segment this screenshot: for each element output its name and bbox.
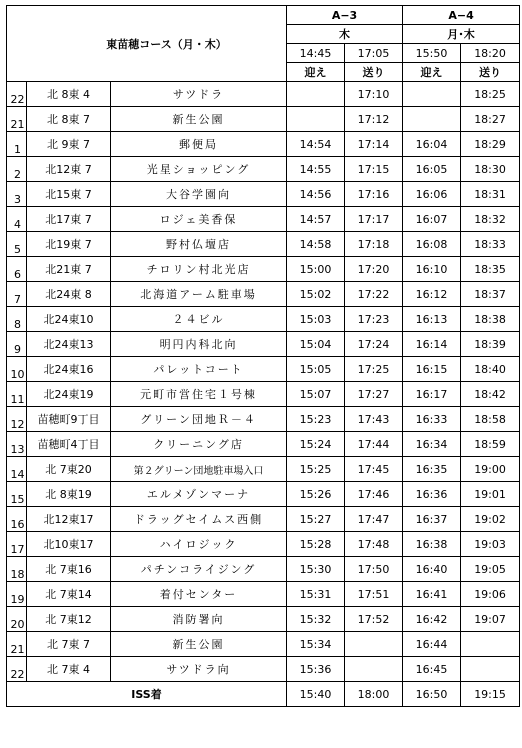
stop-name: 光星ショッピング	[111, 157, 287, 182]
table-row	[7, 432, 520, 457]
arrival-time: 19:15	[461, 682, 520, 707]
stop-number: 12	[7, 407, 27, 432]
stop-time	[461, 657, 520, 682]
stop-time: 19:06	[461, 582, 520, 607]
stop-time: 18:39	[461, 332, 520, 357]
stop-address: 北 7東 4	[27, 657, 111, 682]
stop-address: 北10東17	[27, 532, 111, 557]
stop-address: 北12東17	[27, 507, 111, 532]
table-row	[7, 407, 520, 432]
pickup-label: 迎え	[287, 63, 345, 82]
stop-number: 6	[7, 257, 27, 282]
arrival-row	[7, 682, 520, 707]
table-row	[7, 657, 520, 682]
stop-time: 16:12	[403, 282, 461, 307]
stop-number: 17	[7, 532, 27, 557]
stop-name: ２４ビル	[111, 307, 287, 332]
stop-name: 北海道アーム駐車場	[111, 282, 287, 307]
stop-time: 18:31	[461, 182, 520, 207]
stop-time: 16:10	[403, 257, 461, 282]
stop-address: 北 7東20	[27, 457, 111, 482]
stop-time: 17:22	[345, 282, 403, 307]
stop-time: 17:12	[345, 107, 403, 132]
stop-time	[345, 632, 403, 657]
stop-name: ロジェ美香保	[111, 207, 287, 232]
stop-time: 19:03	[461, 532, 520, 557]
stop-time: 17:44	[345, 432, 403, 457]
stop-time: 17:45	[345, 457, 403, 482]
table-row	[7, 157, 520, 182]
stop-time: 17:51	[345, 582, 403, 607]
stop-address: 北24東19	[27, 382, 111, 407]
stop-time	[287, 82, 345, 107]
stop-number: 15	[7, 482, 27, 507]
stop-address: 苗穂町9丁目	[27, 407, 111, 432]
stop-time: 17:25	[345, 357, 403, 382]
stop-number: 1	[7, 132, 27, 157]
stop-name: 新生公園	[111, 107, 287, 132]
stop-time	[403, 107, 461, 132]
stop-name: 大谷学園向	[111, 182, 287, 207]
stop-number: 8	[7, 307, 27, 332]
table-row	[7, 257, 520, 282]
table-row	[7, 182, 520, 207]
dropoff-label: 送り	[345, 63, 403, 82]
stop-name: 着付センター	[111, 582, 287, 607]
stop-time: 17:24	[345, 332, 403, 357]
stop-time: 17:16	[345, 182, 403, 207]
stop-time: 14:58	[287, 232, 345, 257]
route-day-a3: 木	[287, 25, 403, 44]
table-row	[7, 532, 520, 557]
stop-time: 18:33	[461, 232, 520, 257]
stop-time: 18:37	[461, 282, 520, 307]
stop-number: 10	[7, 357, 27, 382]
stop-name: グリーン団地Ｒ－４	[111, 407, 287, 432]
table-row	[7, 457, 520, 482]
stop-time: 17:48	[345, 532, 403, 557]
route-start-time: 17:05	[345, 44, 403, 63]
stop-time: 15:25	[287, 457, 345, 482]
stop-number: 13	[7, 432, 27, 457]
stop-name: 第２グリーン団地駐車場入口	[111, 457, 287, 482]
stop-number: 11	[7, 382, 27, 407]
stop-time: 16:38	[403, 532, 461, 557]
route-start-time: 15:50	[403, 44, 461, 63]
stop-time: 16:17	[403, 382, 461, 407]
arrival-time: 18:00	[345, 682, 403, 707]
stop-time: 16:08	[403, 232, 461, 257]
stop-time: 14:55	[287, 157, 345, 182]
stop-address: 苗穂町4丁目	[27, 432, 111, 457]
stop-address: 北12東 7	[27, 157, 111, 182]
stop-address: 北17東 7	[27, 207, 111, 232]
stop-time: 17:43	[345, 407, 403, 432]
stop-name: クリーニング店	[111, 432, 287, 457]
stop-name: 新生公園	[111, 632, 287, 657]
schedule-body	[7, 6, 520, 707]
arrival-label: ISS着	[7, 682, 287, 707]
stop-time: 16:35	[403, 457, 461, 482]
stop-number: 20	[7, 607, 27, 632]
stop-time: 15:28	[287, 532, 345, 557]
stop-time: 15:00	[287, 257, 345, 282]
table-row	[7, 332, 520, 357]
stop-time: 16:34	[403, 432, 461, 457]
stop-number: 21	[7, 107, 27, 132]
stop-time: 17:52	[345, 607, 403, 632]
stop-time: 16:41	[403, 582, 461, 607]
stop-time: 17:46	[345, 482, 403, 507]
stop-time: 19:07	[461, 607, 520, 632]
stop-name: 消防署向	[111, 607, 287, 632]
stop-number: 19	[7, 582, 27, 607]
stop-time: 17:17	[345, 207, 403, 232]
stop-time: 15:32	[287, 607, 345, 632]
stop-name: ハイロジック	[111, 532, 287, 557]
stop-time: 15:30	[287, 557, 345, 582]
stop-address: 北 8東 7	[27, 107, 111, 132]
stop-address: 北 8東 4	[27, 82, 111, 107]
stop-time: 18:25	[461, 82, 520, 107]
stop-name: エルメゾンマーナ	[111, 482, 287, 507]
stop-address: 北 7東14	[27, 582, 111, 607]
stop-name: サツドラ	[111, 82, 287, 107]
stop-name: 郵便局	[111, 132, 287, 157]
stop-address: 北21東 7	[27, 257, 111, 282]
stop-number: 5	[7, 232, 27, 257]
table-row	[7, 482, 520, 507]
route-start-time: 18:20	[461, 44, 520, 63]
stop-time: 18:35	[461, 257, 520, 282]
stop-time: 16:06	[403, 182, 461, 207]
stop-time: 14:57	[287, 207, 345, 232]
stop-number: 4	[7, 207, 27, 232]
stop-time: 16:13	[403, 307, 461, 332]
stop-time: 16:36	[403, 482, 461, 507]
table-row	[7, 207, 520, 232]
table-row	[7, 582, 520, 607]
stop-time: 18:32	[461, 207, 520, 232]
table-row	[7, 632, 520, 657]
page-title: 東苗穂コース（月・木）	[7, 6, 287, 82]
route-name-a4: A−4	[403, 6, 520, 25]
stop-time: 15:31	[287, 582, 345, 607]
table-row	[7, 282, 520, 307]
stop-time: 15:03	[287, 307, 345, 332]
stop-number: 18	[7, 557, 27, 582]
stop-address: 北 7東16	[27, 557, 111, 582]
stop-number: 22	[7, 82, 27, 107]
table-row	[7, 607, 520, 632]
stop-time: 16:33	[403, 407, 461, 432]
table-row	[7, 132, 520, 157]
stop-time	[345, 657, 403, 682]
stop-time: 18:40	[461, 357, 520, 382]
stop-time: 16:05	[403, 157, 461, 182]
table-row	[7, 357, 520, 382]
stop-time: 17:18	[345, 232, 403, 257]
stop-time: 15:04	[287, 332, 345, 357]
stop-time: 17:10	[345, 82, 403, 107]
stop-time: 16:07	[403, 207, 461, 232]
stop-name: 野村仏壇店	[111, 232, 287, 257]
stop-number: 7	[7, 282, 27, 307]
stop-time: 15:27	[287, 507, 345, 532]
stop-address: 北24東 8	[27, 282, 111, 307]
stop-address: 北 7東 7	[27, 632, 111, 657]
stop-time: 17:15	[345, 157, 403, 182]
stop-time: 16:14	[403, 332, 461, 357]
stop-time: 15:05	[287, 357, 345, 382]
stop-number: 9	[7, 332, 27, 357]
stop-address: 北 7東12	[27, 607, 111, 632]
stop-time: 18:38	[461, 307, 520, 332]
stop-time: 16:04	[403, 132, 461, 157]
stop-time	[287, 107, 345, 132]
stop-time	[403, 82, 461, 107]
stop-time: 18:27	[461, 107, 520, 132]
table-row	[7, 82, 520, 107]
stop-time: 15:07	[287, 382, 345, 407]
stop-time: 16:42	[403, 607, 461, 632]
stop-time: 19:01	[461, 482, 520, 507]
schedule-table	[6, 5, 520, 707]
stop-time: 18:42	[461, 382, 520, 407]
stop-time: 16:45	[403, 657, 461, 682]
pickup-label: 迎え	[403, 63, 461, 82]
table-row	[7, 382, 520, 407]
stop-time: 16:37	[403, 507, 461, 532]
stop-time	[461, 632, 520, 657]
dropoff-label: 送り	[461, 63, 520, 82]
stop-time: 15:34	[287, 632, 345, 657]
table-row	[7, 107, 520, 132]
table-row	[7, 507, 520, 532]
stop-time: 15:24	[287, 432, 345, 457]
stop-time: 16:44	[403, 632, 461, 657]
stop-time: 16:15	[403, 357, 461, 382]
stop-name: 元町市営住宅１号棟	[111, 382, 287, 407]
stop-time: 19:00	[461, 457, 520, 482]
table-row	[7, 232, 520, 257]
stop-address: 北 9東 7	[27, 132, 111, 157]
route-start-time: 14:45	[287, 44, 345, 63]
stop-number: 3	[7, 182, 27, 207]
stop-time: 14:56	[287, 182, 345, 207]
stop-time: 17:50	[345, 557, 403, 582]
stop-time: 15:23	[287, 407, 345, 432]
stop-time: 17:20	[345, 257, 403, 282]
stop-number: 21	[7, 632, 27, 657]
stop-name: 明円内科北向	[111, 332, 287, 357]
stop-time: 15:36	[287, 657, 345, 682]
stop-time: 18:58	[461, 407, 520, 432]
stop-address: 北24東13	[27, 332, 111, 357]
route-day-a4: 月･木	[403, 25, 520, 44]
stop-time: 19:02	[461, 507, 520, 532]
stop-time: 15:26	[287, 482, 345, 507]
stop-time: 18:59	[461, 432, 520, 457]
stop-name: サツドラ向	[111, 657, 287, 682]
stop-name: パレットコート	[111, 357, 287, 382]
stop-time: 15:02	[287, 282, 345, 307]
stop-name: ドラッグセイムス西側	[111, 507, 287, 532]
stop-name: パチンコライジング	[111, 557, 287, 582]
stop-address: 北24東16	[27, 357, 111, 382]
stop-name: チロリン村北光店	[111, 257, 287, 282]
stop-address: 北24東10	[27, 307, 111, 332]
arrival-time: 15:40	[287, 682, 345, 707]
arrival-time: 16:50	[403, 682, 461, 707]
stop-time: 17:27	[345, 382, 403, 407]
stop-address: 北15東 7	[27, 182, 111, 207]
stop-address: 北19東 7	[27, 232, 111, 257]
route-name-a3: A−3	[287, 6, 403, 25]
stop-number: 22	[7, 657, 27, 682]
table-row	[7, 307, 520, 332]
stop-number: 16	[7, 507, 27, 532]
stop-number: 14	[7, 457, 27, 482]
stop-number: 2	[7, 157, 27, 182]
stop-time: 17:47	[345, 507, 403, 532]
stop-time: 18:30	[461, 157, 520, 182]
stop-time: 18:29	[461, 132, 520, 157]
stop-time: 17:14	[345, 132, 403, 157]
table-row	[7, 557, 520, 582]
stop-time: 16:40	[403, 557, 461, 582]
stop-time: 14:54	[287, 132, 345, 157]
stop-time: 19:05	[461, 557, 520, 582]
stop-address: 北 8東19	[27, 482, 111, 507]
stop-time: 17:23	[345, 307, 403, 332]
